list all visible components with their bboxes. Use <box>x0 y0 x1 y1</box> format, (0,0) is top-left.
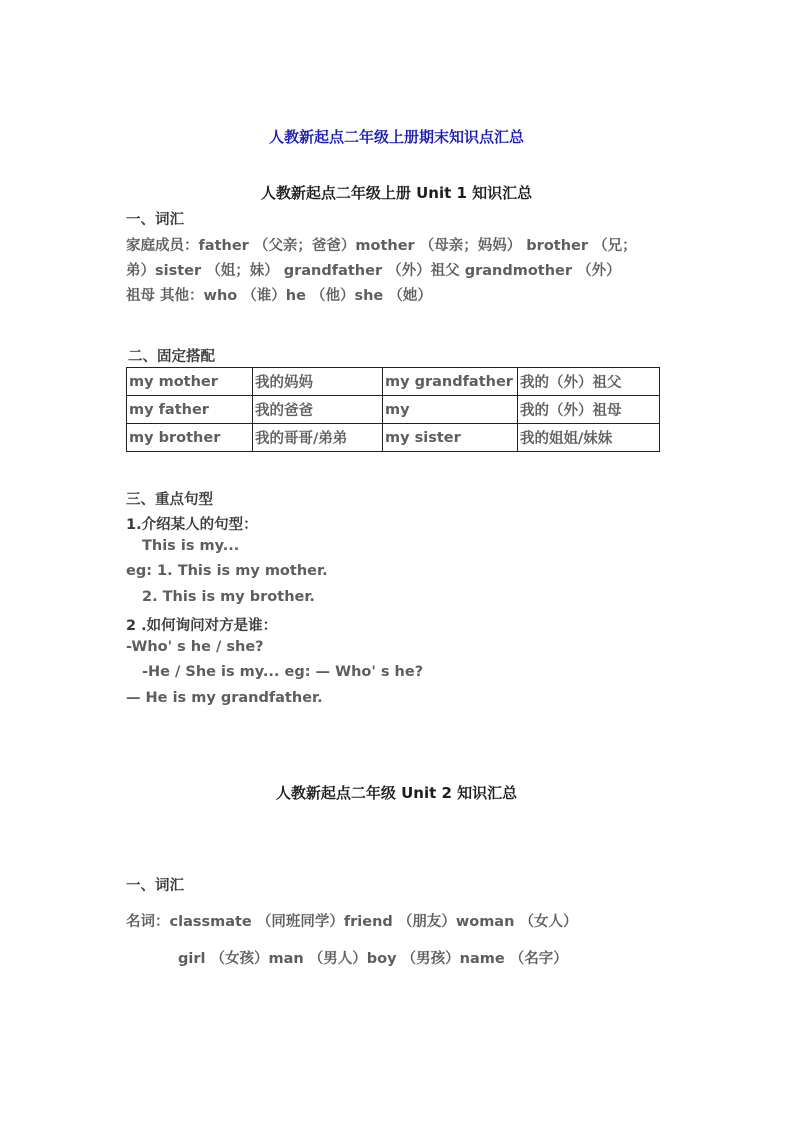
ask-who-heading: 2 .如何询问对方是谁： <box>126 618 278 634</box>
unit1-title: 人教新起点二年级上册 Unit 1 知识汇总 <box>260 184 533 202</box>
table-cell: 我的妈妈 <box>253 368 383 396</box>
unit2-vocab-heading: 一、词汇 <box>126 878 184 894</box>
table-row <box>127 368 660 396</box>
unit1-vocab-line-3: 祖母 其他：who （谁）he （他）she （她） <box>126 288 432 304</box>
unit1-vocab-line-2: 弟）sister （姐；妹） grandfather （外）祖父 grandmother （外） <box>126 263 621 279</box>
unit2-vocab-line-1: 名词：classmate （同班同学）friend （朋友）woman （女人） <box>126 914 578 930</box>
table-cell: my <box>383 396 518 424</box>
unit1-collocations-heading: 二、固定搭配 <box>128 349 215 365</box>
table-row <box>127 396 660 424</box>
table-cell: my father <box>127 396 253 424</box>
ask-who-line-2: -He / She is my... eg: — Who' s he? <box>142 664 424 680</box>
unit2-title: 人教新起点二年级 Unit 2 知识汇总 <box>275 784 518 802</box>
table-cell: my mother <box>127 368 253 396</box>
unit1-vocab-line-1: 家庭成员：father （父亲；爸爸）mother （母亲；妈妈） brother （兄； <box>126 238 637 254</box>
table-row <box>127 424 660 452</box>
table-cell: 我的（外）祖母 <box>518 396 660 424</box>
document-main-title: 人教新起点二年级上册期末知识点汇总 <box>268 128 524 146</box>
unit1-sentences-heading: 三、重点句型 <box>126 492 213 508</box>
intro-pattern-heading: 1.介绍某人的句型： <box>126 517 258 533</box>
table-cell: my grandfather <box>383 368 518 396</box>
unit1-vocab-heading: 一、词汇 <box>126 212 184 228</box>
table-cell: 我的姐姐/妹妹 <box>518 424 660 452</box>
table-cell: my brother <box>127 424 253 452</box>
intro-pattern-line-1: This is my... <box>142 538 240 554</box>
ask-who-line-1: -Who' s he / she? <box>126 639 264 655</box>
ask-who-line-3: — He is my grandfather. <box>126 690 323 706</box>
collocations-table <box>126 367 660 452</box>
table-cell: 我的（外）祖父 <box>518 368 660 396</box>
table-cell: 我的哥哥/弟弟 <box>253 424 383 452</box>
table-cell: 我的爸爸 <box>253 396 383 424</box>
intro-pattern-line-3: 2. This is my brother. <box>142 589 315 605</box>
intro-pattern-line-2: eg: 1. This is my mother. <box>126 563 328 579</box>
unit2-vocab-line-2: girl （女孩）man （男人）boy （男孩）name （名字） <box>178 951 568 967</box>
table-cell: my sister <box>383 424 518 452</box>
